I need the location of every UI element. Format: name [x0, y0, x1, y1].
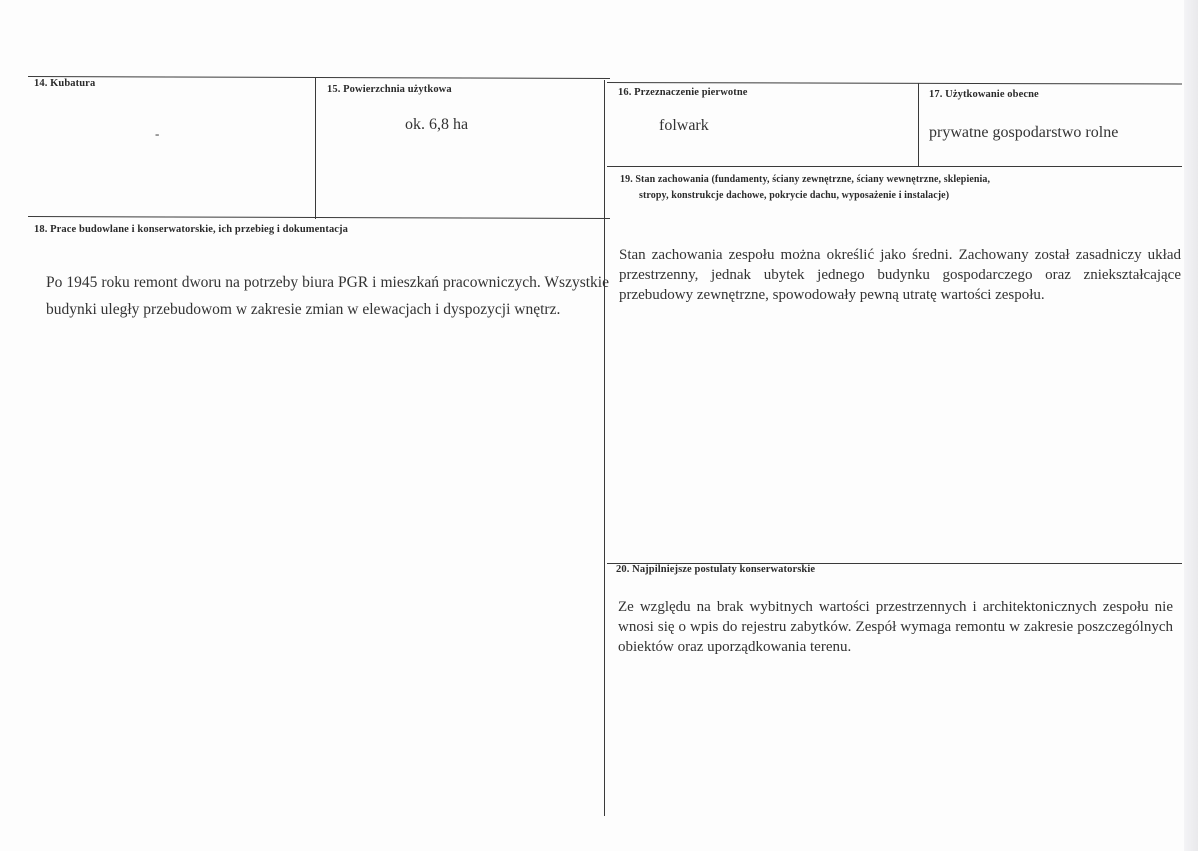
- top-border-left: [28, 76, 610, 79]
- field-20-text: Ze względu na brak wybitnych wartości przestrzennych i architektonicznych zespołu nie wnosi się o wpis do rejestru zabytków. Zespół wymaga remontu w zakresie poszczególnych obiektów oraz uporządkowania terenu.: [618, 599, 1173, 655]
- field-16-value: folwark: [659, 117, 709, 134]
- field-18-label: 18. Prace budowlane i konserwatorskie, ich przebieg i dokumentacja: [34, 224, 349, 235]
- field-18-text: Po 1945 roku remont dworu na potrzeby biura PGR i mieszkań pracowniczych. Wszystkie budynki uległy przebudowom w zakresie zmian w elewacjach i dyspozycji wnętrz.: [46, 274, 609, 318]
- field-15-label: 15. Powierzchnia użytkowa: [327, 84, 452, 95]
- field-17-value: prywatne gospodarstwo rolne: [929, 124, 1119, 141]
- field-14-label: 14. Kubatura: [34, 78, 96, 89]
- field-19-label-line1: 19. Stan zachowania (fundamenty, ściany zewnętrzne, ściany wewnętrzne, sklepienia,: [620, 174, 991, 185]
- vline-14-15: [315, 77, 316, 219]
- field-20-label: 20. Najpilniejsze postulaty konserwatorskie: [616, 564, 816, 575]
- divider-19-top: [607, 166, 1182, 167]
- field-15-value: ok. 6,8 ha: [405, 116, 469, 133]
- vline-16-17: [918, 83, 919, 167]
- field-19-label-line2: stropy, konstrukcje dachowe, pokrycie dachu, wyposażenie i instalacje): [639, 190, 950, 201]
- vline-center: [604, 80, 605, 816]
- field-14-value: -: [155, 126, 160, 141]
- page-edge-shadow: [1184, 0, 1198, 851]
- divider-18-top: [28, 216, 610, 219]
- top-border-right: [607, 82, 1182, 85]
- field-16-label: 16. Przeznaczenie pierwotne: [618, 87, 748, 98]
- field-19-text: Stan zachowania zespołu można określić jako średni. Zachowany został zasadniczy układ przestrzenny, jednak ubytek jednego budynku gospodarczego oraz zniekształcające przebudowy zewnętrzne, spowodowały pewną utratę wartości zespołu.: [619, 247, 1181, 303]
- field-17-label: 17. Użytkowanie obecne: [929, 89, 1039, 100]
